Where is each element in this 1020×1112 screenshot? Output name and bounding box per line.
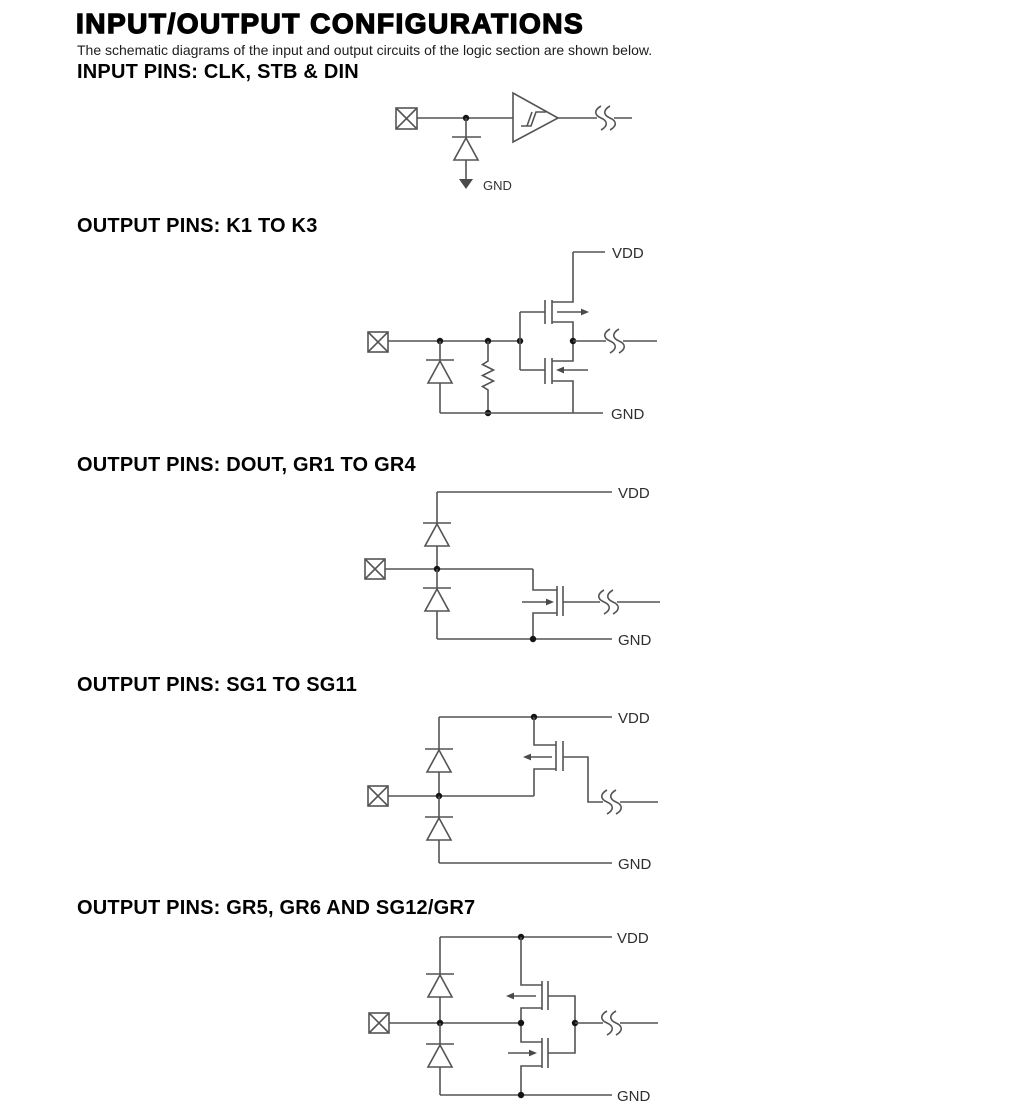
nmos-transistor-icon — [520, 341, 588, 413]
pmos-transistor-icon — [523, 717, 603, 802]
wire-break-icon — [596, 106, 616, 130]
nmos-transistor-icon — [508, 1023, 575, 1095]
schematic-output-dout-gr — [365, 485, 660, 649]
gnd-label: GND — [618, 632, 652, 649]
vdd-label: VDD — [618, 485, 650, 502]
section-heading-output-gr5-gr6-sg12: OUTPUT PINS: GR5, GR6 AND SG12/GR7 — [77, 897, 476, 919]
esd-diode-vdd — [426, 937, 454, 1023]
wire-break-icon — [602, 790, 622, 814]
nmos-transistor-icon — [522, 569, 600, 639]
schematic-output-gr5-gr6-sg12 — [369, 930, 658, 1105]
esd-diode-gnd — [423, 569, 451, 639]
wire-break-icon — [605, 329, 625, 353]
pmos-transistor-icon — [506, 937, 575, 1023]
io-pad-icon — [368, 786, 388, 806]
vdd-label: VDD — [618, 710, 650, 727]
io-pad-icon — [396, 108, 417, 129]
ground-symbol-icon — [459, 179, 473, 189]
section-heading-input-pins: INPUT PINS: CLK, STB & DIN — [77, 61, 359, 83]
gnd-label: GND — [611, 406, 645, 423]
schematic-output-k1-k3 — [368, 245, 657, 423]
page-title: INPUT/OUTPUT CONFIGURATIONS — [76, 8, 585, 39]
esd-diode-vdd — [423, 492, 451, 569]
esd-diode-gnd — [425, 796, 453, 863]
pmos-transistor-icon — [520, 252, 589, 341]
section-heading-output-sg1-sg11: OUTPUT PINS: SG1 TO SG11 — [77, 674, 358, 696]
section-heading-output-dout-gr1-gr4: OUTPUT PINS: DOUT, GR1 TO GR4 — [77, 454, 416, 476]
gnd-label: GND — [618, 856, 652, 873]
esd-diode-gnd — [426, 341, 454, 413]
vdd-label: VDD — [617, 930, 649, 947]
schmitt-trigger-buffer-icon — [513, 93, 558, 142]
pull-down-resistor-icon — [483, 341, 494, 413]
gnd-label: GND — [617, 1088, 651, 1105]
gnd-label: GND — [483, 178, 512, 193]
io-pad-icon — [369, 1013, 389, 1033]
vdd-label: VDD — [612, 245, 644, 262]
wire-break-icon — [599, 590, 619, 614]
schematic-input-pins — [396, 93, 632, 193]
io-pad-icon — [365, 559, 385, 579]
esd-diode-gnd — [426, 1023, 454, 1095]
wire-break-icon — [602, 1011, 622, 1035]
section-heading-output-k1-k3: OUTPUT PINS: K1 TO K3 — [77, 215, 318, 237]
io-pad-icon — [368, 332, 388, 352]
page-subtitle: The schematic diagrams of the input and output circuits of the logic section are shown below. — [77, 42, 653, 58]
esd-diode-gnd — [452, 118, 481, 179]
schematic-output-sg — [368, 710, 658, 873]
esd-diode-vdd — [425, 717, 453, 796]
